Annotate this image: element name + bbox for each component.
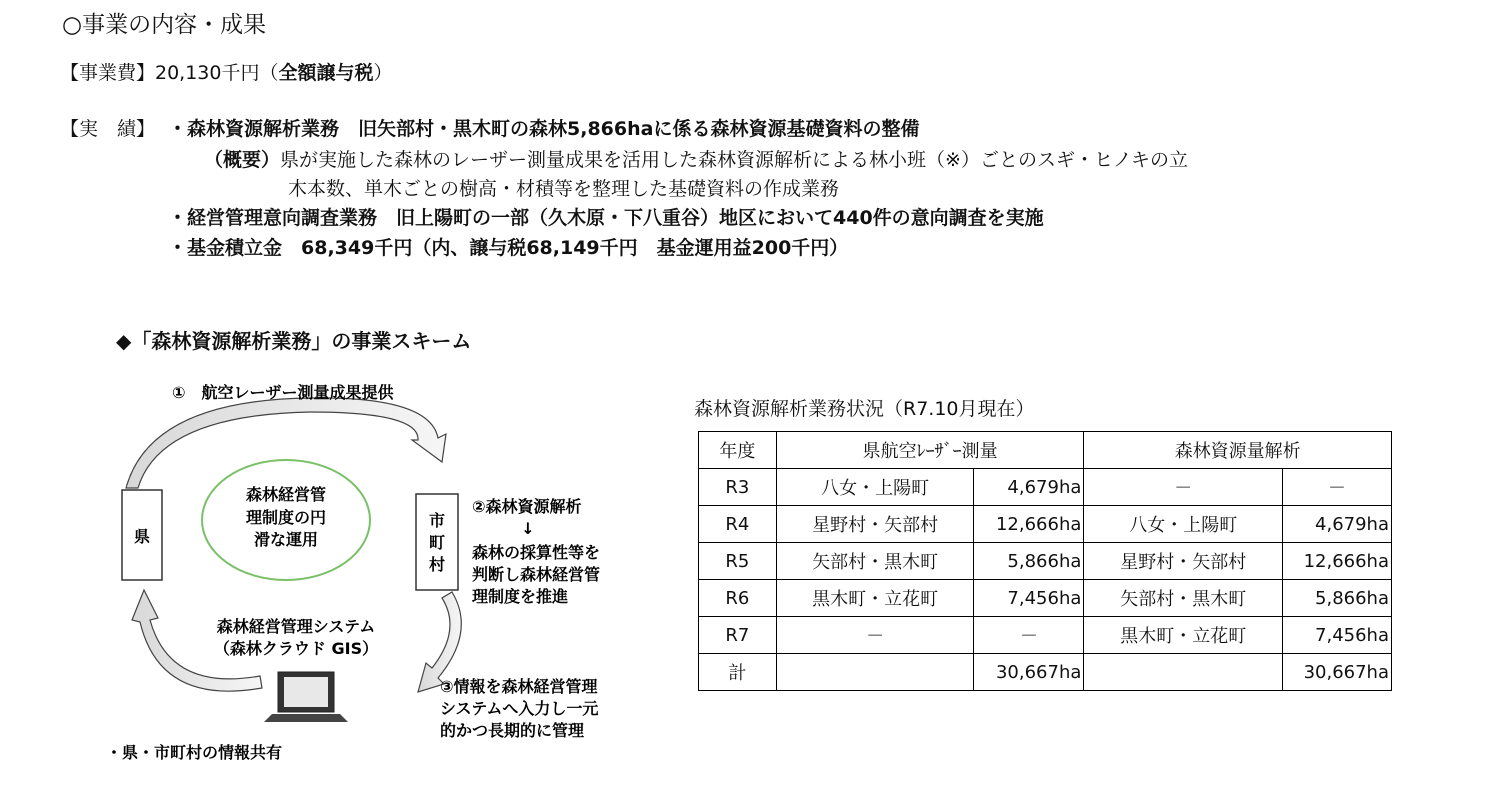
cell-analysis-area — [1084, 654, 1283, 691]
cell-analysis-area: 矢部村・黒木町 — [1084, 580, 1283, 617]
overview-line-2: 木本数、単木ごとの樹高・材積等を整理した基礎資料の作成業務 — [288, 178, 840, 200]
cell-analysis-ha: 30,667ha — [1283, 654, 1392, 691]
cell-laser-area: 矢部村・黒木町 — [776, 543, 974, 580]
cell-year: 計 — [699, 654, 777, 691]
table-row — [699, 580, 1392, 617]
cost-close: ） — [373, 62, 393, 84]
laptop-icon — [264, 672, 348, 722]
cell-laser-ha: 5,866ha — [974, 543, 1084, 580]
status-table — [698, 431, 1392, 691]
table-caption: 森林資源解析業務状況（R7.10月現在） — [694, 398, 1035, 420]
overview-label: （概要） — [204, 149, 281, 171]
step3-line-2: システムへ入力し一元 — [440, 699, 599, 718]
cell-year: R5 — [699, 543, 777, 580]
table-row — [699, 506, 1392, 543]
header-laser: 県航空ﾚｰｻﾞｰ測量 — [776, 432, 1084, 469]
header-year: 年度 — [699, 432, 777, 469]
step2-line-4: 判断し森林経営管 — [472, 565, 601, 584]
cell-laser-area: － — [776, 617, 974, 654]
table-total-row — [699, 654, 1392, 691]
center-line-3: 滑な運用 — [253, 530, 319, 549]
scheme-diagram — [100, 370, 640, 770]
cell-laser-area: 八女・上陽町 — [776, 469, 974, 506]
step3-line-3: 的かつ長期的に管理 — [440, 721, 585, 740]
cell-analysis-ha: 4,679ha — [1283, 506, 1392, 543]
overview-text-1: 県が実施した森林のレーザー測量成果を活用した森林資源解析による林小班（※）ごとのスギ・ヒノキの立 — [280, 149, 1188, 171]
cell-analysis-ha: － — [1283, 469, 1392, 506]
table-row — [699, 617, 1392, 654]
result-item-survey: ・経営管理意向調査業務 旧上陽町の一部（久木原・下八重谷）地区において440件の意向調査を実施 — [168, 207, 1044, 229]
table-row — [699, 543, 1392, 580]
table-header-row — [699, 432, 1392, 469]
project-cost — [60, 58, 393, 85]
municipality-char-3: 村 — [428, 555, 446, 574]
scheme-title: ◆「森林資源解析業務」の事業スキーム — [116, 329, 472, 353]
cell-year: R7 — [699, 617, 777, 654]
step1-label: ① 航空レーザー測量成果提供 — [172, 383, 394, 402]
system-line-2: （森林クラウド GIS） — [213, 639, 379, 658]
step2-line-5: 理制度を推進 — [472, 587, 569, 606]
center-line-1: 森林経営管 — [245, 485, 327, 504]
cell-analysis-area: 星野村・矢部村 — [1084, 543, 1283, 580]
share-label: ・県・市町村の情報共有 — [106, 743, 283, 762]
center-line-2: 理制度の円 — [245, 508, 327, 527]
cost-label: 【事業費】20,130千円（ — [60, 62, 279, 84]
cell-laser-ha: 7,456ha — [974, 580, 1084, 617]
step3-line-1: ③情報を森林経営管理 — [440, 677, 598, 696]
cell-analysis-ha: 7,456ha — [1283, 617, 1392, 654]
header-analysis: 森林資源量解析 — [1084, 432, 1392, 469]
result-item-fund: ・基金積立金 68,349千円（内、譲与税68,149千円 基金運用益200千円） — [168, 237, 849, 259]
cell-analysis-ha: 5,866ha — [1283, 580, 1392, 617]
cell-analysis-area: 八女・上陽町 — [1084, 506, 1283, 543]
cell-analysis-area: － — [1084, 469, 1283, 506]
cell-laser-area — [776, 654, 974, 691]
prefecture-label: 県 — [133, 527, 151, 546]
cell-laser-ha: 12,666ha — [974, 506, 1084, 543]
result-item-analysis: ・森林資源解析業務 旧矢部村・黒木町の森林5,866haに係る森林資源基礎資料の整備 — [168, 118, 920, 140]
cell-laser-ha: 30,667ha — [974, 654, 1084, 691]
cell-analysis-area: 黒木町・立花町 — [1084, 617, 1283, 654]
step2-line-2: ↓ — [521, 519, 535, 538]
step2-line-3: 森林の採算性等を — [472, 543, 601, 562]
step2-line-1: ②森林資源解析 — [472, 497, 582, 516]
cell-analysis-ha: 12,666ha — [1283, 543, 1392, 580]
cell-laser-ha: 4,679ha — [974, 469, 1084, 506]
cell-laser-ha: － — [974, 617, 1084, 654]
page-title: ○事業の内容・成果 — [62, 12, 267, 38]
cell-laser-area: 黒木町・立花町 — [776, 580, 974, 617]
cell-year: R3 — [699, 469, 777, 506]
municipality-char-1: 市 — [428, 511, 446, 530]
cell-year: R6 — [699, 580, 777, 617]
system-line-1: 森林経営管理システム — [216, 617, 376, 636]
cost-note: 全額譲与税 — [278, 62, 374, 84]
results-label: 【実 績】 — [60, 118, 156, 140]
municipality-char-2: 町 — [428, 533, 446, 552]
overview-line-1 — [204, 145, 1188, 172]
cell-laser-area: 星野村・矢部村 — [776, 506, 974, 543]
table-row — [699, 469, 1392, 506]
cell-year: R4 — [699, 506, 777, 543]
